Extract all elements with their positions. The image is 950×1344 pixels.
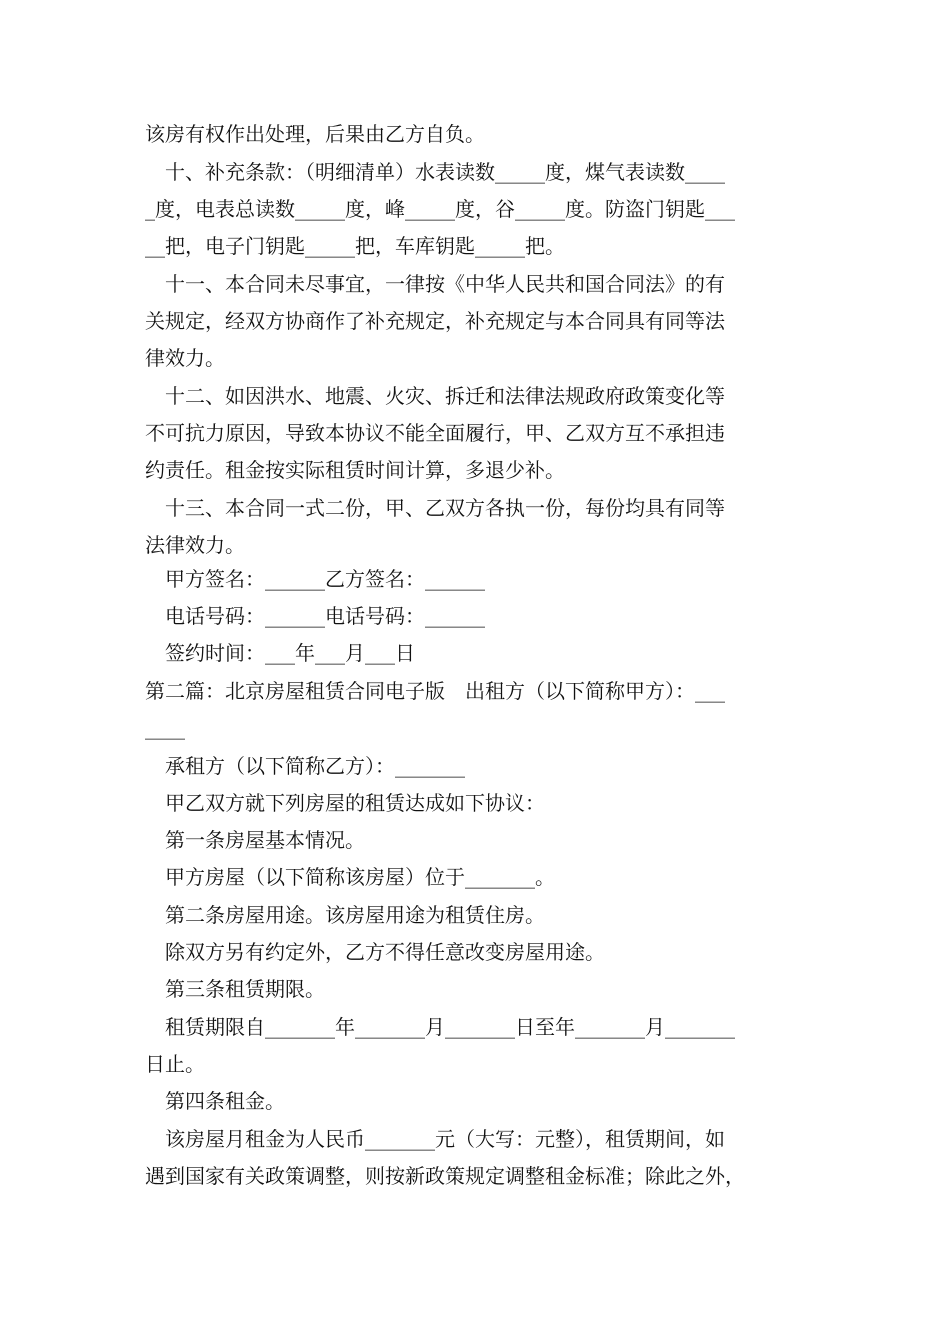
text-line: ____ <box>145 716 185 740</box>
text-line: 十、补充条款：（明细清单）水表读数_____度，煤气表读数____ <box>165 160 725 184</box>
text-line: 甲乙双方就下列房屋的租赁达成如下协议： <box>165 791 545 815</box>
text-line: 该房有权作出处理，后果由乙方自负。 <box>145 122 485 146</box>
text-line: 不可抗力原因，导致本协议不能全面履行，甲、乙双方互不承担违 <box>145 421 725 445</box>
text-line: 日止。 <box>145 1052 205 1076</box>
text-line: 第一条房屋基本情况。 <box>165 828 365 852</box>
text-line: 遇到国家有关政策调整，则按新政策规定调整租金标准；除此之外， <box>145 1164 745 1188</box>
signature-line: 甲方签名：______乙方签名：______ <box>165 567 485 591</box>
text-line: 关规定，经双方协商作了补充规定，补充规定与本合同具有同等法 <box>145 309 725 333</box>
text-line: 该房屋月租金为人民币_______元（大写：元整），租赁期间，如 <box>165 1127 725 1151</box>
text-line: 第四条租金。 <box>165 1089 285 1113</box>
text-line: 十一、本合同未尽事宜，一律按《中华人民共和国合同法》的有 <box>165 272 725 296</box>
text-line: 甲方房屋（以下简称该房屋）位于_______。 <box>165 865 555 889</box>
text-line: _度，电表总读数_____度，峰_____度，谷_____度。防盗门钥匙___ <box>145 197 735 221</box>
text-line: 约责任。租金按实际租赁时间计算，多退少补。 <box>145 458 565 482</box>
signing-date-line: 签约时间：___年___月___日 <box>165 641 415 665</box>
text-line: 十三、本合同一式二份，甲、乙双方各执一份，每份均具有同等 <box>165 496 725 520</box>
section-heading: 第二篇：北京房屋租赁合同电子版 出租方（以下简称甲方）：___ <box>145 679 725 703</box>
text-line: 承租方（以下简称乙方）：_______ <box>165 754 465 778</box>
text-line: 法律效力。 <box>145 533 245 557</box>
text-line: 除双方另有约定外，乙方不得任意改变房屋用途。 <box>165 940 605 964</box>
text-line: 第三条租赁期限。 <box>165 977 325 1001</box>
text-line: __把，电子门钥匙_____把，车库钥匙_____把。 <box>145 234 565 258</box>
text-line: 租赁期限自_______年_______月_______日至年_______月_______ <box>165 1015 735 1039</box>
phone-line: 电话号码：______电话号码：______ <box>165 604 485 628</box>
text-line: 十二、如因洪水、地震、火灾、拆迁和法律法规政府政策变化等 <box>165 384 725 408</box>
text-line: 律效力。 <box>145 346 225 370</box>
text-line: 第二条房屋用途。该房屋用途为租赁住房。 <box>165 903 545 927</box>
